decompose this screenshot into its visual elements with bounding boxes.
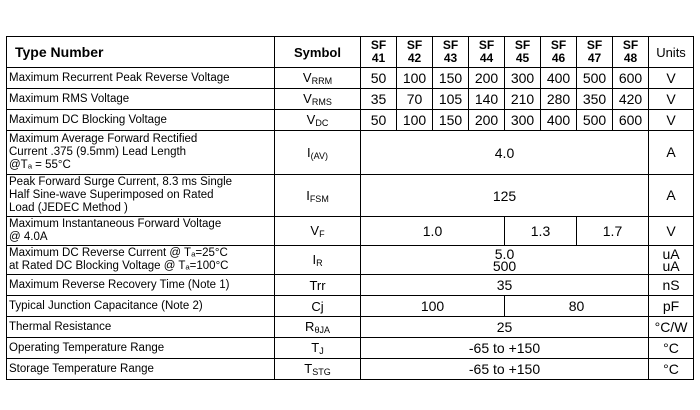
- symbol-subscript: STG: [312, 367, 331, 377]
- symbol-header: Symbol: [275, 37, 361, 68]
- symbol-main: V: [302, 70, 312, 85]
- parameter-label: Maximum DC Blocking Voltage: [7, 110, 275, 131]
- part-header-sf43: [433, 37, 469, 68]
- type-number-header: Type Number: [7, 37, 275, 68]
- part-prefix: SF: [406, 38, 423, 52]
- value-cell: 50: [361, 68, 397, 89]
- unit-cell: [649, 246, 694, 275]
- table-row-thermal-resistance: [7, 317, 694, 338]
- part-header-sf42: [397, 37, 433, 68]
- symbol-main: I: [312, 252, 317, 267]
- unit-cell: °C: [649, 359, 694, 380]
- value-cell: 420: [613, 89, 649, 110]
- unit-cell: V: [649, 68, 694, 89]
- value-cell: 25: [361, 317, 649, 338]
- value-cell: 150: [433, 68, 469, 89]
- part-header-sf46: [541, 37, 577, 68]
- symbol-subscript: RRM: [311, 76, 333, 86]
- table-row-trr: [7, 275, 694, 296]
- part-number: 45: [515, 51, 530, 65]
- symbol-main: I: [306, 187, 310, 203]
- value-line: 5.0: [494, 246, 515, 262]
- parameter-label: Maximum Recurrent Peak Reverse Voltage: [7, 68, 275, 89]
- value-cell: 105: [433, 89, 469, 110]
- unit-cell: pF: [649, 296, 694, 317]
- value-cell: 600: [613, 68, 649, 89]
- unit-cell: V: [649, 217, 694, 246]
- value-cell: 125: [361, 175, 649, 217]
- symbol-cell: [275, 317, 361, 338]
- unit-cell: A: [649, 131, 694, 175]
- parameter-label: Thermal Resistance: [7, 317, 275, 338]
- symbol-subscript: (AV): [310, 150, 328, 161]
- symbol-cell: [275, 110, 361, 131]
- part-number: 42: [407, 51, 422, 65]
- value-cell: 150: [433, 110, 469, 131]
- value-cell: 1.7: [577, 217, 649, 246]
- value-cell: 140: [469, 89, 505, 110]
- symbol-cell: [275, 338, 361, 359]
- electrical-characteristics-table: [6, 36, 694, 380]
- parameter-line: Maximum Instantaneous Forward Voltage: [9, 218, 222, 230]
- value-cell: 400: [541, 110, 577, 131]
- value-cell: 500: [577, 110, 613, 131]
- table-row-ir: [7, 246, 694, 275]
- symbol-cell: Trr: [275, 275, 361, 296]
- parameter-line: Half Sine-wave Superimposed on Rated: [9, 189, 214, 201]
- part-prefix: SF: [550, 38, 567, 52]
- part-header-sf44: [469, 37, 505, 68]
- part-prefix: SF: [478, 38, 495, 52]
- parameter-line: @ 4.0A: [9, 231, 48, 243]
- value-cell: 70: [397, 89, 433, 110]
- value-cell: -65 to +150: [361, 359, 649, 380]
- parameter-line: @Tₐ = 55°C: [9, 159, 71, 171]
- value-cell: 100: [397, 68, 433, 89]
- value-cell: 35: [361, 275, 649, 296]
- symbol-subscript: θJA: [314, 325, 330, 335]
- parameter-line: Peak Forward Surge Current, 8.3 ms Single: [9, 176, 233, 188]
- symbol-main: V: [310, 223, 320, 238]
- symbol-subscript: F: [319, 229, 325, 239]
- value-cell: 300: [505, 68, 541, 89]
- unit-cell: V: [649, 89, 694, 110]
- unit-cell: A: [649, 175, 694, 217]
- symbol-main: T: [304, 361, 313, 376]
- value-cell: 400: [541, 68, 577, 89]
- value-cell: 210: [505, 89, 541, 110]
- table-row-iav: [7, 131, 694, 175]
- value-cell: 300: [505, 110, 541, 131]
- value-cell: 200: [469, 110, 505, 131]
- table-row-vrrm: [7, 68, 694, 89]
- table-row-vrms: [7, 89, 694, 110]
- parameter-label: [7, 217, 275, 246]
- part-prefix: SF: [442, 38, 459, 52]
- parameter-line: at Rated DC Blocking Voltage @ Tₐ=100°C: [9, 260, 229, 272]
- unit-cell: nS: [649, 275, 694, 296]
- unit-cell: °C/W: [649, 317, 694, 338]
- value-line: 500: [492, 258, 517, 274]
- part-number: 44: [479, 51, 494, 65]
- parameter-label: Typical Junction Capacitance (Note 2): [7, 296, 275, 317]
- part-prefix: SF: [514, 38, 531, 52]
- unit-cell: °C: [649, 338, 694, 359]
- unit-line: uA: [662, 246, 680, 262]
- value-cell: 600: [613, 110, 649, 131]
- parameter-label: Maximum Reverse Recovery Time (Note 1): [7, 275, 275, 296]
- part-number: 43: [443, 51, 458, 65]
- header-row: [7, 37, 694, 68]
- symbol-main: V: [306, 112, 316, 127]
- table-row-cj: [7, 296, 694, 317]
- part-header-sf41: [361, 37, 397, 68]
- parameter-line: Load (JEDEC Method ): [9, 202, 128, 214]
- table-row-operating-temperature: [7, 338, 694, 359]
- symbol-main: V: [303, 91, 312, 106]
- value-cell: [361, 246, 649, 275]
- table-row-storage-temperature: [7, 359, 694, 380]
- unit-line: uA: [662, 258, 680, 274]
- part-header-sf45: [505, 37, 541, 68]
- symbol-cell: Cj: [275, 296, 361, 317]
- parameter-line: Maximum DC Reverse Current @ Tₐ=25°C: [9, 247, 228, 259]
- symbol-main: R: [305, 319, 315, 334]
- symbol-cell: [275, 175, 361, 217]
- part-prefix: SF: [586, 38, 603, 52]
- value-cell: 35: [361, 89, 397, 110]
- parameter-label: [7, 175, 275, 217]
- value-cell: 500: [577, 68, 613, 89]
- part-header-sf48: [613, 37, 649, 68]
- parameter-label: Operating Temperature Range: [7, 338, 275, 359]
- symbol-cell: [275, 246, 361, 275]
- value-cell: 50: [361, 110, 397, 131]
- value-cell: 1.0: [361, 217, 505, 246]
- part-number: 46: [551, 51, 566, 65]
- parameter-label: [7, 131, 275, 175]
- value-cell: 350: [577, 89, 613, 110]
- symbol-cell: [275, 217, 361, 246]
- symbol-main: I: [307, 144, 311, 160]
- value-cell: 280: [541, 89, 577, 110]
- value-cell: 80: [505, 296, 649, 317]
- parameter-label: Maximum RMS Voltage: [7, 89, 275, 110]
- part-header-sf47: [577, 37, 613, 68]
- value-cell: 1.3: [505, 217, 577, 246]
- part-number: 47: [587, 51, 602, 65]
- table-row-vdc: [7, 110, 694, 131]
- parameter-label: [7, 246, 275, 275]
- part-number: 48: [623, 51, 638, 65]
- value-cell: 200: [469, 68, 505, 89]
- symbol-main: T: [311, 340, 320, 355]
- symbol-cell: [275, 131, 361, 175]
- unit-cell: V: [649, 110, 694, 131]
- part-prefix: SF: [622, 38, 639, 52]
- parameter-line: Maximum Average Forward Rectified: [9, 133, 198, 145]
- part-prefix: SF: [370, 38, 387, 52]
- value-cell: 100: [361, 296, 505, 317]
- symbol-cell: [275, 359, 361, 380]
- parameter-line: Current .375 (9.5mm) Lead Length: [9, 146, 187, 158]
- table-row-ifsm: [7, 175, 694, 217]
- symbol-subscript: J: [319, 346, 324, 356]
- symbol-subscript: RMS: [311, 97, 332, 107]
- table-row-vf: [7, 217, 694, 246]
- symbol-subscript: DC: [315, 118, 329, 128]
- value-cell: 4.0: [361, 131, 649, 175]
- symbol-cell: [275, 89, 361, 110]
- symbol-subscript: FSM: [309, 193, 329, 204]
- part-number: 41: [371, 51, 386, 65]
- value-cell: 100: [397, 110, 433, 131]
- units-header: Units: [649, 37, 694, 68]
- symbol-subscript: R: [316, 258, 323, 268]
- parameter-label: Storage Temperature Range: [7, 359, 275, 380]
- symbol-cell: [275, 68, 361, 89]
- value-cell: -65 to +150: [361, 338, 649, 359]
